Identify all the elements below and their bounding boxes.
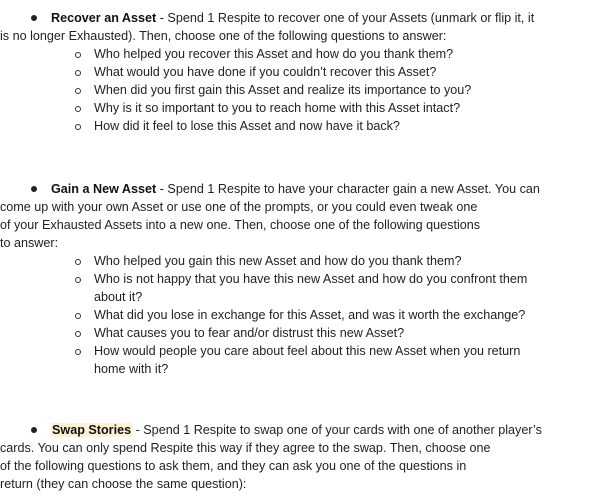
question-item: Who helped you gain this new Asset and how do you thank them? bbox=[0, 252, 568, 270]
hollow-bullet-icon bbox=[75, 70, 81, 76]
hollow-bullet-icon bbox=[75, 331, 81, 337]
list-item-gain-new-asset bbox=[0, 180, 599, 378]
question-item: How did it feel to lose this Asset and now have it back? bbox=[0, 117, 561, 135]
item-description-line: - Spend 1 Respite to recover one of your Assets (unmark or flip it, it bbox=[156, 11, 535, 25]
bullet-icon bbox=[31, 15, 37, 21]
list-item-recover-asset bbox=[0, 9, 599, 135]
item-description-line: - Spend 1 Respite to swap one of your cards with one of another player’s bbox=[132, 423, 542, 437]
list-item-swap-stories bbox=[0, 421, 599, 493]
item-description-line: is no longer Exhausted). Then, choose one of the following questions to answer: bbox=[0, 29, 447, 43]
hollow-bullet-icon bbox=[75, 52, 81, 58]
hollow-bullet-icon bbox=[75, 124, 81, 130]
question-item: What did you lose in exchange for this Asset, and was it worth the exchange? bbox=[0, 306, 568, 324]
hollow-bullet-icon bbox=[75, 259, 81, 265]
hollow-bullet-icon bbox=[75, 313, 81, 319]
hollow-bullet-icon bbox=[75, 88, 81, 94]
bullet-icon bbox=[31, 427, 37, 433]
question-item: What causes you to fear and/or distrust this new Asset? bbox=[0, 324, 568, 342]
item-description-line: to answer: bbox=[0, 236, 59, 250]
item-title: Recover an Asset bbox=[51, 11, 157, 25]
question-item: Why is it so important to you to reach home with this Asset intact? bbox=[0, 99, 561, 117]
item-description-line: - Spend 1 Respite to have your character gain a new Asset. You can bbox=[156, 182, 540, 196]
hollow-bullet-icon bbox=[75, 277, 81, 283]
hollow-bullet-icon bbox=[75, 349, 81, 355]
question-item: Who helped you recover this Asset and how do you thank them? bbox=[0, 45, 561, 63]
hollow-bullet-icon bbox=[75, 106, 81, 112]
question-list bbox=[51, 252, 568, 378]
question-list bbox=[51, 45, 561, 135]
bullet-icon bbox=[31, 186, 37, 192]
question-item: When did you first gain this Asset and realize its importance to you? bbox=[0, 81, 561, 99]
question-item: Who is not happy that you have this new Asset and how do you confront them about it? bbox=[0, 270, 568, 306]
item-description-line: of the following questions to ask them, and they can ask you one of the questions in bbox=[0, 459, 467, 473]
question-item: How would people you care about feel about this new Asset when you return home with it? bbox=[0, 342, 568, 378]
item-title: Gain a New Asset bbox=[51, 182, 157, 196]
item-description-line: of your Exhausted Assets into a new one. Then, choose one of the following questions bbox=[0, 218, 481, 232]
item-description-line: return (they can choose the same question): bbox=[0, 477, 247, 491]
question-item: What would you have done if you couldn’t recover this Asset? bbox=[0, 63, 561, 81]
item-title: Swap Stories bbox=[52, 423, 132, 437]
item-description-line: come up with your own Asset or use one of the prompts, or you could even tweak one bbox=[0, 200, 478, 214]
item-description-line: cards. You can only spend Respite this way if they agree to the swap. Then, choose one bbox=[0, 441, 491, 455]
